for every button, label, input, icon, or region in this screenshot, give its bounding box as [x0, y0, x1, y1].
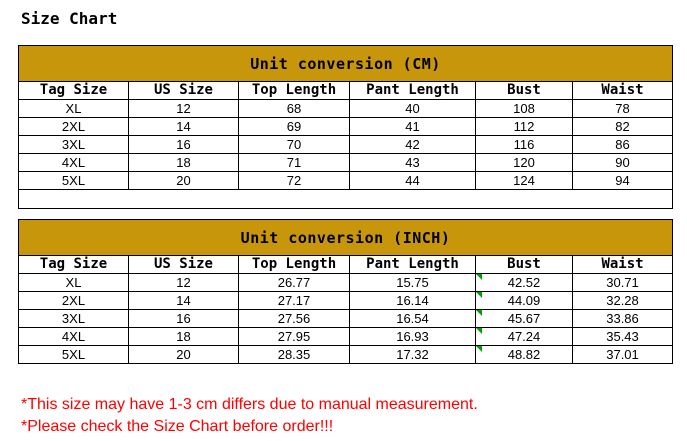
cell-waist: 94: [573, 172, 673, 190]
cell-bust: 47.24: [476, 328, 573, 346]
cell-waist: 37.01: [573, 346, 673, 364]
cell-tag-size: 3XL: [19, 310, 129, 328]
cell-pant-length: 15.75: [350, 274, 476, 292]
column-header-us-size: US Size: [129, 256, 239, 274]
table-body: [19, 100, 673, 190]
cell-tag-size: XL: [19, 274, 129, 292]
cell-top-length: 26.77: [239, 274, 350, 292]
cell-tag-size: 3XL: [19, 136, 129, 154]
cell-us-size: 16: [129, 310, 239, 328]
cell-pant-length: 16.54: [350, 310, 476, 328]
cell-pant-length: 40: [350, 100, 476, 118]
cell-top-length: 28.35: [239, 346, 350, 364]
cell-bust: 48.82: [476, 346, 573, 364]
cell-bust: 124: [476, 172, 573, 190]
column-header-row: [19, 256, 673, 274]
column-header-top-length: Top Length: [239, 256, 350, 274]
cell-tag-size: 5XL: [19, 172, 129, 190]
cell-us-size: 20: [129, 346, 239, 364]
cell-tag-size: 2XL: [19, 292, 129, 310]
column-header-tag-size: Tag Size: [19, 82, 129, 100]
cell-us-size: 20: [129, 172, 239, 190]
cell-tag-size: 4XL: [19, 328, 129, 346]
cell-top-length: 71: [239, 154, 350, 172]
column-header-pant-length: Pant Length: [350, 82, 476, 100]
table-row: [19, 346, 673, 364]
cell-tag-size: XL: [19, 100, 129, 118]
cell-us-size: 12: [129, 100, 239, 118]
page-title: Size Chart: [21, 9, 118, 28]
cell-bust: 42.52: [476, 274, 573, 292]
column-header-bust: Bust: [476, 256, 573, 274]
cell-us-size: 18: [129, 328, 239, 346]
cell-top-length: 68: [239, 100, 350, 118]
column-header-us-size: US Size: [129, 82, 239, 100]
column-header-waist: Waist: [573, 256, 673, 274]
cell-pant-length: 42: [350, 136, 476, 154]
cell-waist: 33.86: [573, 310, 673, 328]
cell-pant-length: 16.14: [350, 292, 476, 310]
cell-waist: 32.28: [573, 292, 673, 310]
note-measurement: *This size may have 1-3 cm differs due to manual measurement.: [21, 396, 478, 413]
cell-pant-length: 41: [350, 118, 476, 136]
table-row: [19, 274, 673, 292]
table-row: [19, 154, 673, 172]
cell-bust: 108: [476, 100, 573, 118]
cell-tag-size: 2XL: [19, 118, 129, 136]
cell-tag-size: 5XL: [19, 346, 129, 364]
cell-bust: 116: [476, 136, 573, 154]
cell-bust: 44.09: [476, 292, 573, 310]
column-header-bust: Bust: [476, 82, 573, 100]
column-header-pant-length: Pant Length: [350, 256, 476, 274]
cell-waist: 82: [573, 118, 673, 136]
cell-top-length: 27.56: [239, 310, 350, 328]
cell-top-length: 70: [239, 136, 350, 154]
spacer-row: [19, 190, 673, 209]
cell-tag-size: 4XL: [19, 154, 129, 172]
cell-pant-length: 43: [350, 154, 476, 172]
table-heading: Unit conversion (INCH): [19, 220, 673, 256]
table-row: [19, 328, 673, 346]
cell-us-size: 12: [129, 274, 239, 292]
table-row: [19, 310, 673, 328]
cell-bust: 112: [476, 118, 573, 136]
cell-pant-length: 16.93: [350, 328, 476, 346]
cell-top-length: 27.17: [239, 292, 350, 310]
column-header-row: [19, 82, 673, 100]
cell-us-size: 18: [129, 154, 239, 172]
size-table-inch: [18, 219, 673, 364]
table-row: [19, 118, 673, 136]
table-body: [19, 274, 673, 364]
table-row: [19, 136, 673, 154]
cell-pant-length: 17.32: [350, 346, 476, 364]
cell-top-length: 69: [239, 118, 350, 136]
column-header-waist: Waist: [573, 82, 673, 100]
table-row: [19, 100, 673, 118]
table-row: [19, 172, 673, 190]
note-check-chart: *Please check the Size Chart before order!!!: [21, 418, 334, 435]
column-header-tag-size: Tag Size: [19, 256, 129, 274]
cell-waist: 35.43: [573, 328, 673, 346]
cell-top-length: 27.95: [239, 328, 350, 346]
column-header-top-length: Top Length: [239, 82, 350, 100]
cell-bust: 45.67: [476, 310, 573, 328]
cell-waist: 86: [573, 136, 673, 154]
cell-us-size: 16: [129, 136, 239, 154]
cell-top-length: 72: [239, 172, 350, 190]
cell-waist: 30.71: [573, 274, 673, 292]
cell-us-size: 14: [129, 118, 239, 136]
cell-pant-length: 44: [350, 172, 476, 190]
cell-waist: 90: [573, 154, 673, 172]
cell-us-size: 14: [129, 292, 239, 310]
size-table-cm: [18, 45, 673, 209]
cell-bust: 120: [476, 154, 573, 172]
cell-waist: 78: [573, 100, 673, 118]
table-heading: Unit conversion (CM): [19, 46, 673, 82]
table-row: [19, 292, 673, 310]
